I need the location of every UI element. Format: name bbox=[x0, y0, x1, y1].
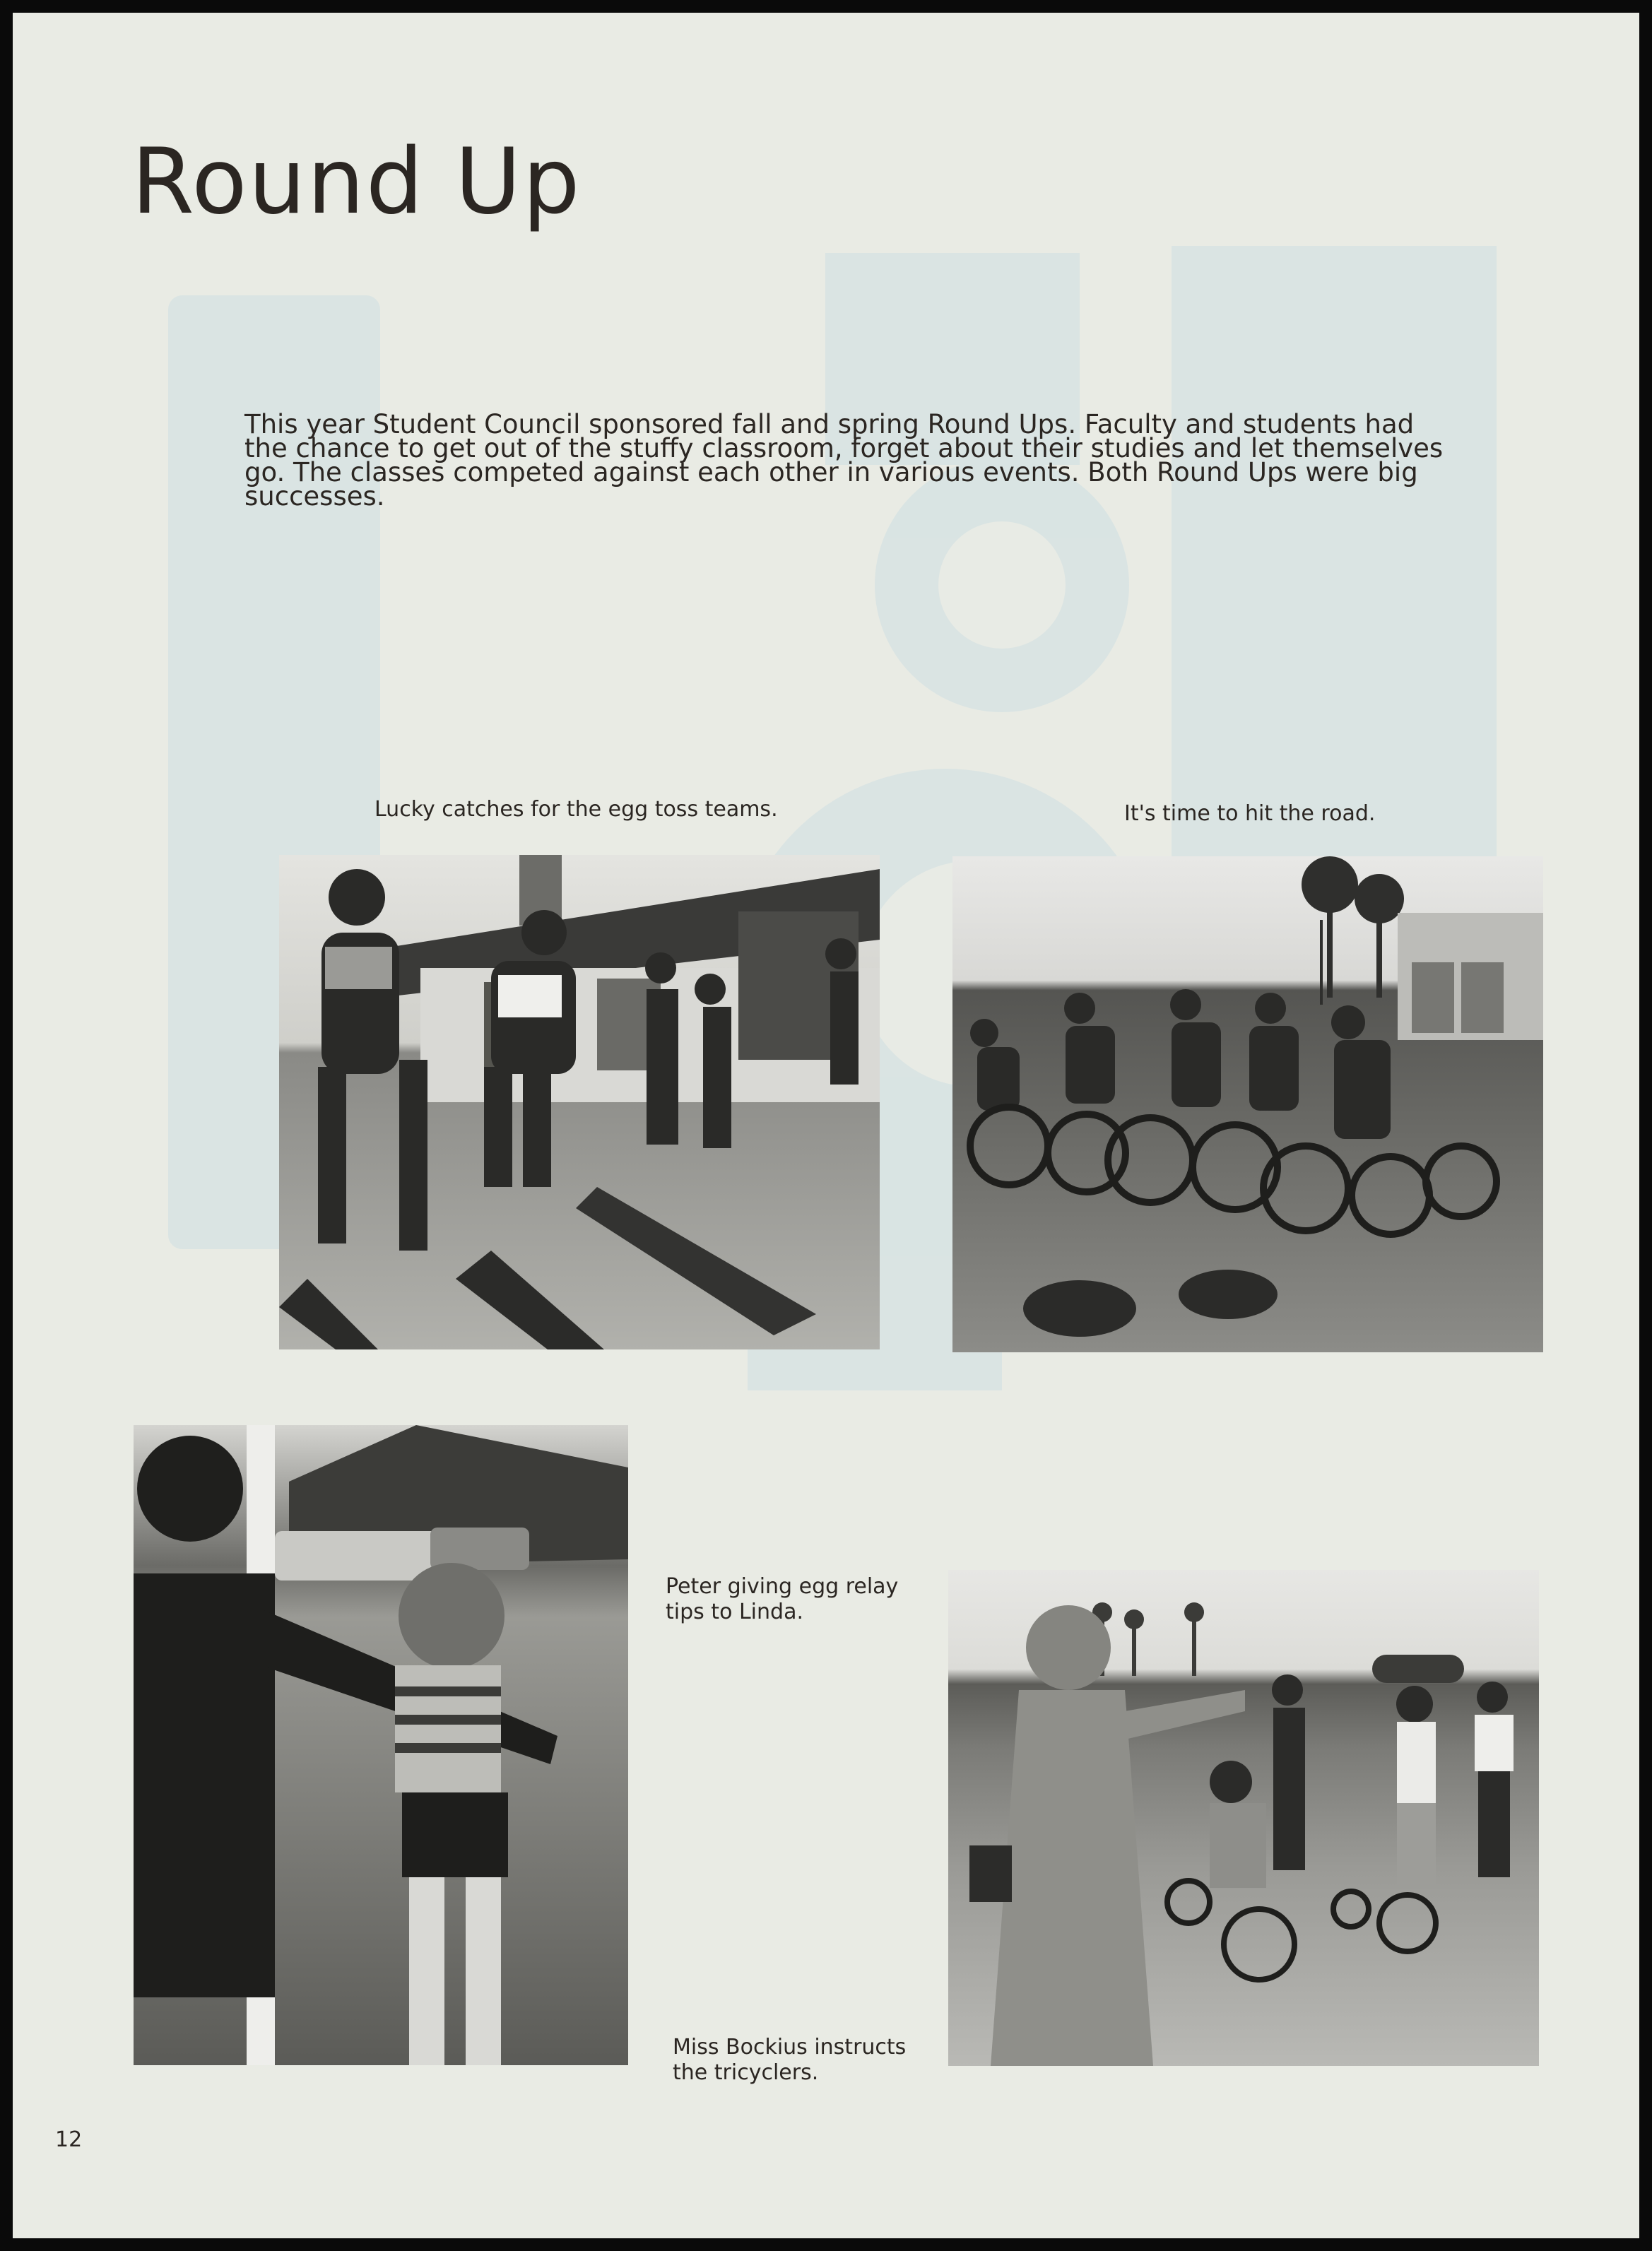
yearbook-page bbox=[13, 13, 1639, 2238]
caption-egg-relay: Peter giving egg relay tips to Linda. bbox=[666, 1574, 899, 1624]
bike-race-photo bbox=[952, 856, 1543, 1352]
intro-paragraph: This year Student Council sponsored fall and spring Round Ups. Faculty and students had the chance to get out of the stuffy classroom, forget about their studies and let themselves go. The classes competed against each other in various events. Both Round Ups were big successes. bbox=[244, 409, 1444, 512]
caption-egg-toss: Lucky catches for the egg toss teams. bbox=[374, 797, 778, 822]
egg-relay-photo-image bbox=[134, 1425, 628, 2065]
page-number: 12 bbox=[55, 2127, 83, 2152]
egg-relay-photo bbox=[134, 1425, 628, 2065]
caption-tricyclers: Miss Bockius instructs the tricyclers. bbox=[673, 2035, 907, 2085]
caption-road: It's time to hit the road. bbox=[1124, 801, 1376, 826]
egg-toss-photo bbox=[279, 855, 880, 1349]
bike-race-photo-image bbox=[952, 856, 1543, 1352]
tricycle-photo-image bbox=[948, 1570, 1539, 2066]
egg-toss-photo-image bbox=[279, 855, 880, 1349]
tricycle-photo bbox=[948, 1570, 1539, 2066]
page-title: Round Up bbox=[131, 129, 582, 235]
